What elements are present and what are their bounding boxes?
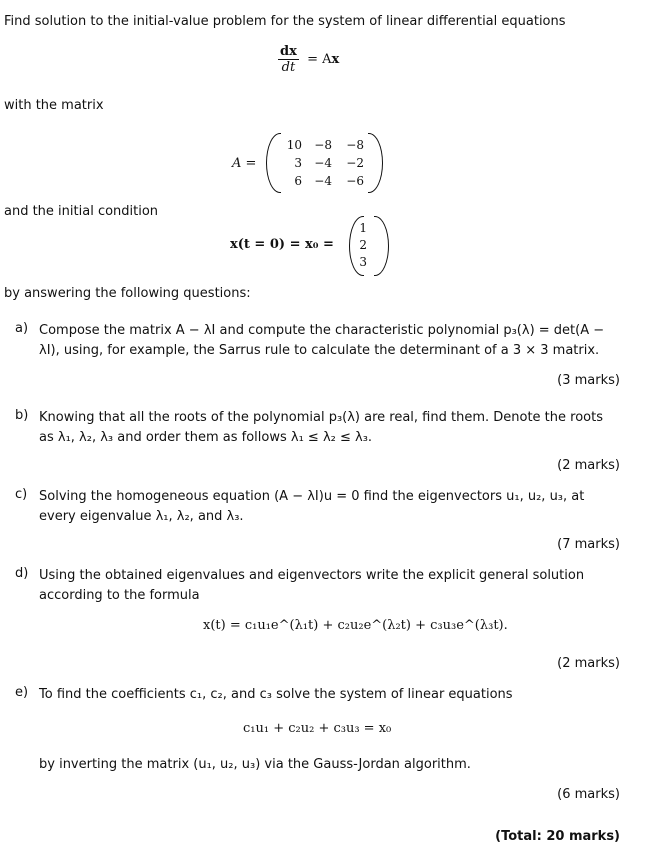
matrix-right-paren xyxy=(368,133,383,193)
linear-system-formula: c₁u₁ + c₂u₂ + c₃u₃ = x₀ xyxy=(243,721,392,736)
question-a xyxy=(15,321,620,393)
question-d xyxy=(15,566,620,676)
vector-right-paren xyxy=(374,216,389,276)
question-marks: (2 marks) xyxy=(557,656,620,671)
question-marks: (3 marks) xyxy=(557,373,620,388)
initial-lhs: x(t = 0) = x₀ = xyxy=(230,237,334,252)
matrix-cell: −8 xyxy=(346,138,364,152)
ode-equation xyxy=(278,44,339,75)
matrix-cell: −4 xyxy=(314,174,332,188)
question-label: b) xyxy=(15,408,29,423)
matrix-cell: −8 xyxy=(314,138,332,152)
by-answering-label: by answering the following questions: xyxy=(4,286,251,301)
question-text: Knowing that all the roots of the polynomial p₃(λ) are real, find them. Denote the roots as λ₁, λ₂, λ₃ and order them as follows λ₁ ≤ λ₂ ≤ λ₃. xyxy=(39,410,603,445)
vector-cell: 3 xyxy=(359,255,367,269)
question-e xyxy=(15,685,620,805)
question-c xyxy=(15,487,620,557)
question-marks: (6 marks) xyxy=(557,787,620,802)
matrix-label: A = xyxy=(232,156,257,171)
matrix-cell: 3 xyxy=(294,156,302,170)
question-marks: (2 marks) xyxy=(557,458,620,473)
question-label: c) xyxy=(15,487,28,502)
ode-numerator: dx xyxy=(280,44,297,59)
vector-cell: 2 xyxy=(359,238,367,252)
total-marks: (Total: 20 marks) xyxy=(495,829,620,844)
question-text: Compose the matrix A − λI and compute the characteristic polynomial p₃(λ) = det(A − λI), using, for example, the Sarrus rule to calculate the determinant of a 3 × 3 matrix. xyxy=(39,323,605,358)
ode-rhs: = Ax xyxy=(302,52,340,67)
question-label: a) xyxy=(15,321,29,336)
question-marks: (7 marks) xyxy=(557,537,620,552)
question-b xyxy=(15,408,620,478)
ode-denominator: dt xyxy=(281,60,296,75)
vector-cell: 1 xyxy=(359,221,367,235)
matrix-cell: 6 xyxy=(294,174,302,188)
question-text: To find the coefficients c₁, c₂, and c₃ solve the system of linear equations xyxy=(39,687,513,702)
matrix-cell: −2 xyxy=(346,156,364,170)
question-text: Using the obtained eigenvalues and eigenvectors write the explicit general solution according to the formula xyxy=(39,568,585,603)
initial-condition-label: and the initial condition xyxy=(4,204,159,219)
question-text: Solving the homogeneous equation (A − λI)u = 0 find the eigenvectors u₁, u₂, u₃, at every eigenvalue λ₁, λ₂, and λ₃. xyxy=(39,489,585,524)
general-solution-formula: x(t) = c₁u₁e^(λ₁t) + c₂u₂e^(λ₂t) + c₃u₃e^(λ₃t). xyxy=(203,618,508,633)
problem-intro: Find solution to the initial-value problem for the system of linear differential equations xyxy=(4,14,566,29)
matrix-cell: 10 xyxy=(286,138,302,152)
question-label: d) xyxy=(15,566,29,581)
question-label: e) xyxy=(15,685,29,700)
with-matrix-label: with the matrix xyxy=(4,98,104,113)
matrix-cell: −4 xyxy=(314,156,332,170)
question-text-continued: by inverting the matrix (u₁, u₂, u₃) via the Gauss-Jordan algorithm. xyxy=(39,757,471,772)
matrix-cell: −6 xyxy=(346,174,364,188)
